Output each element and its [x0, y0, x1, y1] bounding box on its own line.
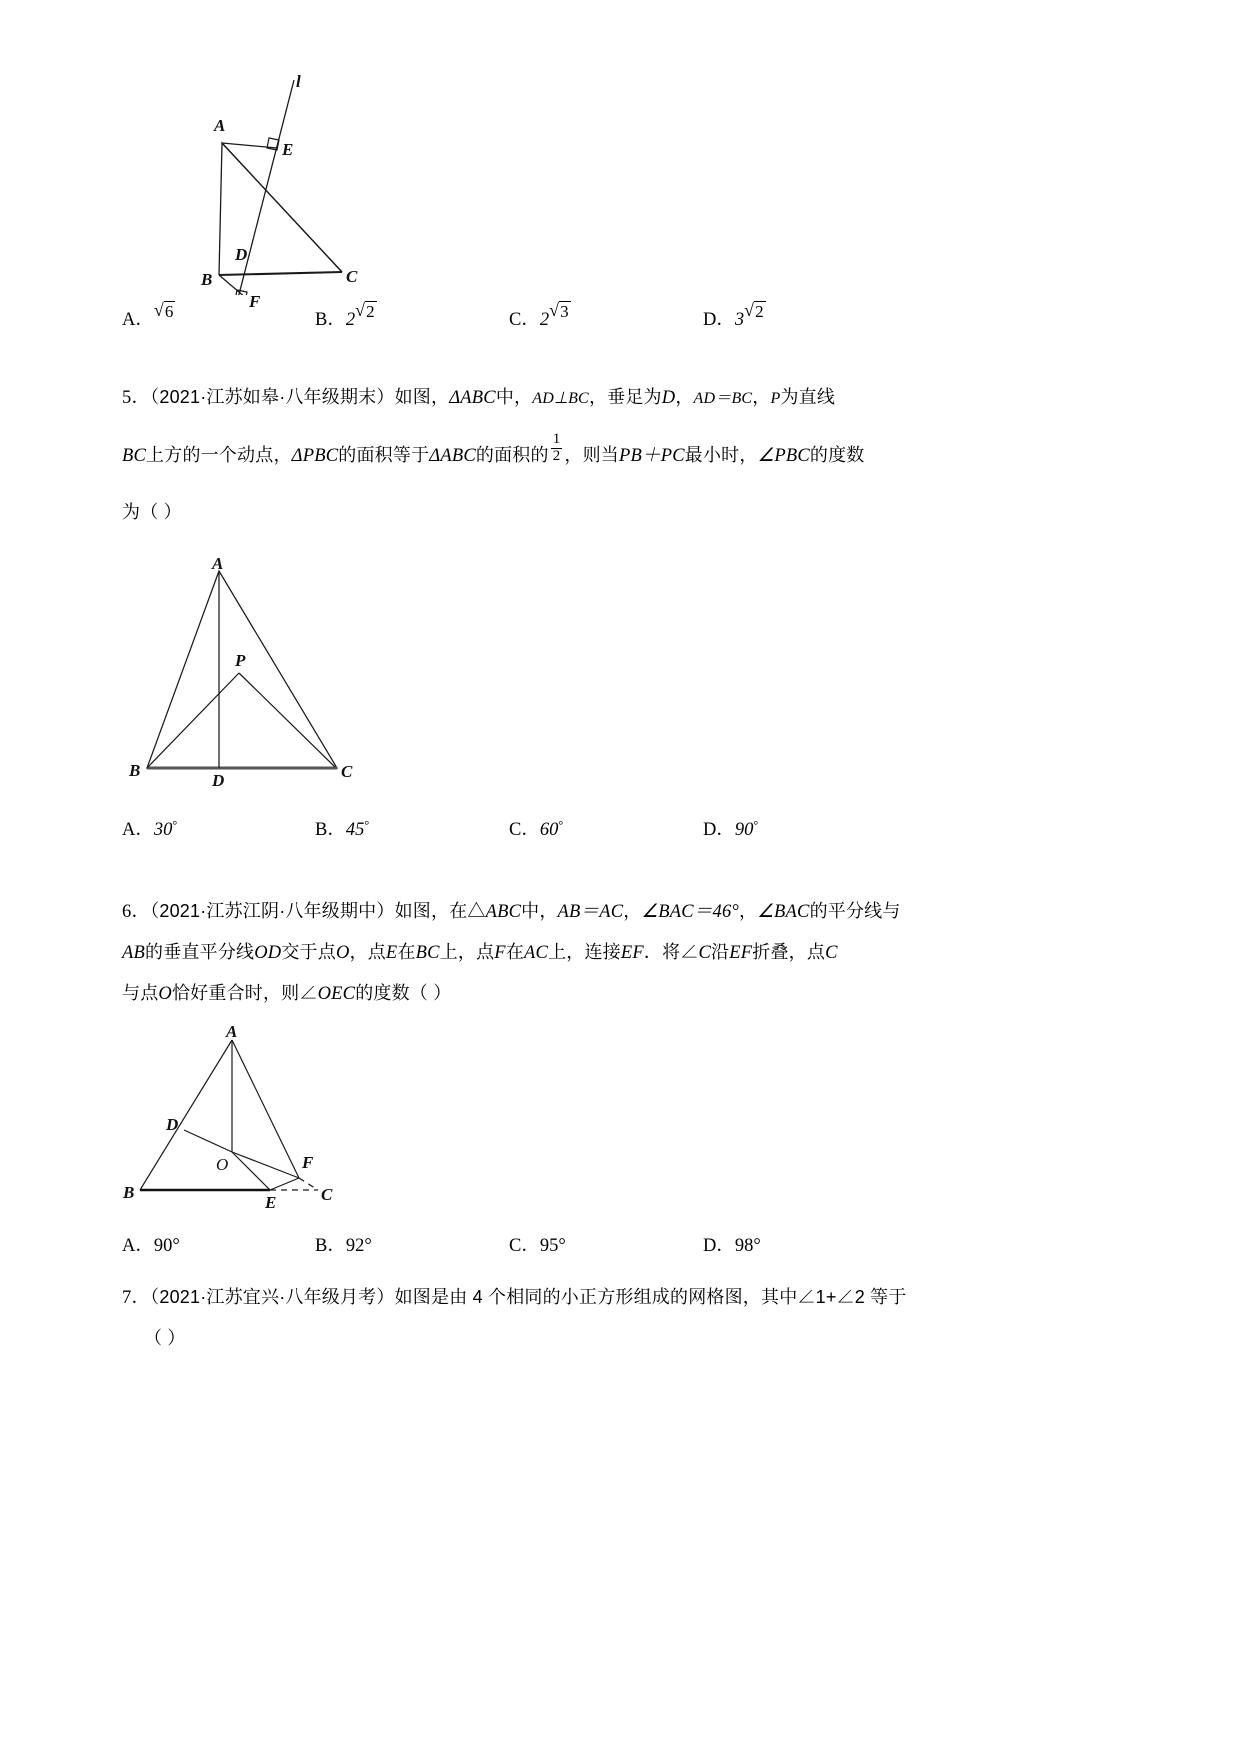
q5-l2-p2: 的面积等于	[338, 445, 430, 465]
question-5-line-3	[122, 492, 1022, 533]
q5-l2-p5: 最小时，	[684, 445, 758, 465]
q5-option-c[interactable]	[509, 815, 563, 841]
q6-source: （2021·江苏江阴·八年级期中）	[150, 901, 395, 921]
spacer	[122, 533, 1022, 563]
q4-option-c-label: C．	[509, 310, 540, 330]
q6-l1-p1: 如图，在△	[394, 901, 486, 921]
q7-number: 7．	[122, 1288, 151, 1308]
q5-l2-pbc: ΔPBC	[291, 446, 339, 466]
q6-l2-p3: ，点	[349, 942, 386, 962]
q6-l2-ef2: EF	[729, 943, 753, 963]
q5-l1-p4: ，	[675, 387, 694, 407]
q4-option-d[interactable]	[703, 301, 769, 331]
figure-q4-label-E: E	[282, 140, 294, 159]
q6-l2-p2: 交于点	[281, 942, 336, 962]
q4-option-c-sqrt	[549, 301, 574, 322]
q4-option-b-coef: 2	[345, 310, 356, 330]
q6-l2-e: E	[385, 943, 398, 963]
q4-option-b-radicand: 2	[366, 302, 375, 321]
q4-option-c-radicand: 3	[560, 302, 569, 321]
q6-l1-p5: 的平分线与	[809, 901, 901, 921]
q6-l1-abc: ABC	[485, 902, 522, 922]
q5-l1-d: D	[661, 388, 676, 408]
q4-option-b-sqrt	[355, 301, 380, 322]
q6-option-c-value: 95°	[539, 1236, 566, 1256]
question-6-line-2	[122, 932, 1022, 973]
q5-frac-denominator: 2	[552, 448, 561, 464]
q6-option-a-value: 90°	[153, 1236, 180, 1256]
q6-option-d[interactable]	[703, 1231, 761, 1257]
figure-question-5	[122, 554, 1022, 803]
q5-option-c-value: 60	[539, 820, 559, 840]
q5-option-d[interactable]	[703, 815, 758, 841]
q5-l2-pbpc: PB＋PC	[619, 446, 685, 466]
q6-l2-p1: 的垂直平分线	[145, 942, 255, 962]
q6-l1-bac2: ∠BAC	[757, 902, 810, 922]
figure-q4-label-C: C	[346, 267, 358, 286]
spacer	[122, 419, 1022, 435]
q6-l3-oec: OEC	[317, 984, 356, 1004]
question-5-options	[122, 815, 1022, 861]
q7-l1: 如图是由 4 个相同的小正方形组成的网格图，其中∠1+∠2 等于	[394, 1287, 907, 1307]
q6-l2-p7: 上，连接	[548, 942, 621, 962]
q6-option-c-label: C．	[509, 1236, 540, 1256]
q6-l3-p3: 的度数（ ）	[355, 983, 452, 1003]
q4-option-d-coef: 3	[734, 310, 745, 330]
q5-option-d-unit: °	[753, 818, 759, 832]
q4-option-a-radicand: 6	[164, 302, 174, 321]
figure-q6-label-O: O	[216, 1155, 229, 1174]
figure-q6-label-C: C	[321, 1185, 333, 1204]
q5-l2-angle: ∠PBC	[757, 446, 810, 466]
q6-option-a-label: A．	[122, 1236, 154, 1256]
q5-option-a[interactable]	[122, 815, 177, 841]
q5-option-c-label: C．	[509, 820, 540, 840]
figure-q4-label-D: D	[235, 245, 248, 264]
q6-l3-p2: 恰好重合时，则∠	[171, 983, 318, 1003]
q4-option-d-radicand: 2	[755, 302, 764, 321]
figure-q5-label-B: B	[129, 761, 141, 780]
q6-number: 6．	[122, 902, 151, 922]
q5-option-b-value: 45	[345, 820, 365, 840]
q6-l3-p1: 与点	[122, 983, 159, 1003]
figure-q6-label-E: E	[265, 1193, 277, 1212]
q4-option-b[interactable]	[315, 301, 380, 331]
q4-option-d-label: D．	[703, 310, 735, 330]
q5-option-b-label: B．	[315, 820, 346, 840]
q4-option-a-label: A．	[122, 310, 154, 330]
q5-source: （2021·江苏如皋·八年级期末）	[150, 387, 395, 407]
figure-q6-label-A: A	[226, 1022, 238, 1041]
figure-q6-label-D: D	[166, 1115, 179, 1134]
q6-l2-p8: ．将∠	[643, 942, 699, 962]
q5-option-a-value: 30	[153, 820, 173, 840]
question-5-line-1	[122, 377, 1022, 419]
q6-l1-p3: ，	[623, 901, 642, 921]
spacer	[122, 476, 1022, 492]
q6-l1-bac: ∠BAC＝46°	[641, 902, 740, 922]
question-6-line-1	[122, 891, 1022, 932]
figure-q5-label-C: C	[341, 762, 353, 781]
q6-l1-p2: 中，	[521, 901, 558, 921]
question-4-options	[122, 301, 1022, 347]
q6-l2-p6: 在	[505, 942, 525, 962]
q5-l1-p5: ，	[752, 387, 771, 407]
q6-l2-p10: 折叠，点	[752, 942, 826, 962]
q6-l2-p5: 上，点	[439, 942, 495, 962]
figure-question-4	[122, 60, 1022, 311]
figure-q5-label-P: P	[235, 651, 246, 670]
q4-option-c[interactable]	[509, 301, 574, 331]
q6-option-b-value: 92°	[345, 1236, 372, 1256]
q4-option-a[interactable]	[122, 301, 178, 331]
q5-frac-numerator: 1	[552, 431, 561, 448]
q5-l2-bc: BC	[122, 446, 147, 466]
question-7-line-2	[122, 1318, 1022, 1359]
q6-l2-f: F	[494, 943, 506, 963]
figure-q5-label-D: D	[212, 771, 225, 790]
q6-l2-o: O	[335, 943, 350, 963]
q5-l2-p4: ，则当	[564, 445, 619, 465]
q4-option-d-sqrt	[744, 301, 769, 322]
page-content	[122, 60, 1022, 1359]
figure-q5-svg	[122, 563, 542, 803]
q6-l2-ab: AB	[122, 943, 146, 963]
q5-l1-p3: ，垂足为	[588, 387, 662, 407]
question-6-options	[122, 1231, 1022, 1277]
q5-l1-p6: 为直线	[780, 387, 836, 407]
q6-l2-bc: BC	[415, 943, 440, 963]
q5-l1-perp: AD⊥BC	[532, 390, 589, 407]
q5-l1-p: P	[770, 390, 781, 407]
figure-q6-label-B: B	[123, 1183, 135, 1202]
q6-option-c[interactable]	[509, 1231, 566, 1257]
q6-l2-c: C	[698, 943, 712, 963]
figure-q4-label-B: B	[201, 270, 213, 289]
q5-fraction-one-half	[551, 432, 563, 465]
figure-q4-svg	[122, 60, 542, 295]
spacer	[122, 347, 1022, 377]
q6-option-b-label: B．	[315, 1236, 346, 1256]
q5-l2-p1: 上方的一个动点，	[146, 445, 292, 465]
spacer	[122, 1014, 1022, 1030]
q5-option-b-unit: °	[364, 818, 370, 832]
q5-l1-p2: 中，	[495, 387, 533, 407]
q5-option-d-value: 90	[734, 820, 754, 840]
q5-l2-p3: 的面积的	[475, 445, 549, 465]
q5-option-d-label: D．	[703, 820, 735, 840]
question-6-line-3	[122, 973, 1022, 1014]
q5-option-a-unit: °	[172, 818, 178, 832]
q5-l2-p6: 的度数	[809, 445, 865, 465]
q6-l1-p4: ，	[739, 901, 758, 921]
q5-l2-abc: ΔABC	[429, 446, 476, 466]
q5-l3: 为（ ）	[122, 502, 182, 522]
q7-source: （2021·江苏宜兴·八年级月考）	[150, 1287, 395, 1307]
q6-option-b[interactable]	[315, 1231, 372, 1257]
spacer	[122, 861, 1022, 891]
q5-l1-triangle: ΔABC	[449, 388, 496, 408]
q4-option-b-label: B．	[315, 310, 346, 330]
q6-l2-p4: 在	[397, 942, 416, 962]
figure-q4-label-F: F	[249, 292, 261, 311]
q7-l2: （ ）	[144, 1328, 186, 1348]
q5-option-b[interactable]	[315, 815, 369, 841]
figure-q4-label-A: A	[214, 116, 226, 135]
question-7-line-1	[122, 1277, 1022, 1318]
q6-l2-ac: AC	[524, 943, 549, 963]
q6-l2-ef: EF	[620, 943, 644, 963]
q6-option-a[interactable]	[122, 1231, 180, 1257]
q5-l1-p1: 如图，	[394, 387, 450, 407]
q6-l2-p9: 沿	[711, 942, 730, 962]
q6-l2-c2: C	[825, 943, 838, 963]
q5-l1-eq: AD＝BC	[693, 390, 753, 407]
figure-q4-label-l: l	[296, 72, 301, 91]
q6-l2-od: OD	[254, 943, 282, 963]
q6-option-d-value: 98°	[734, 1236, 761, 1256]
q5-number: 5．	[122, 388, 151, 408]
q6-option-d-label: D．	[703, 1236, 735, 1256]
figure-q5-label-A: A	[212, 554, 224, 573]
q5-option-a-label: A．	[122, 820, 154, 840]
q4-option-c-coef: 2	[539, 310, 550, 330]
figure-question-6	[122, 1022, 1022, 1225]
q6-l3-o: O	[158, 984, 172, 1004]
question-5-line-2	[122, 431, 1022, 476]
q5-option-c-unit: °	[558, 818, 564, 832]
q6-l1-ab-ac: AB＝AC	[557, 902, 624, 922]
q4-option-a-sqrt	[154, 301, 179, 322]
figure-q6-label-F: F	[302, 1153, 314, 1172]
